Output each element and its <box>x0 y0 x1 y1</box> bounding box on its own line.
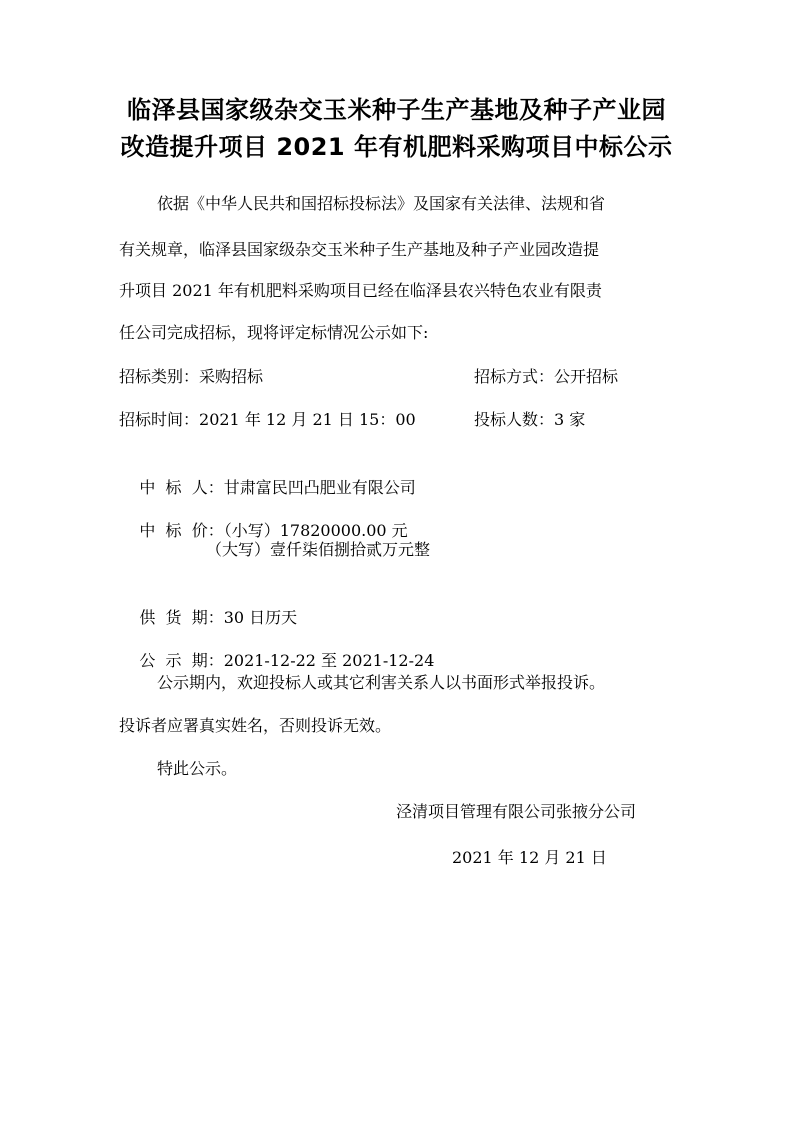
field-category-value: 采购招标 <box>199 367 264 386</box>
field-notice-label: 公 示 期： <box>139 651 224 670</box>
field-method <box>474 365 618 389</box>
intro-line-1: 依据《中华人民共和国招标投标法》及国家有关法律、法规和省 <box>157 194 606 213</box>
signature-org: 泾清项目管理有限公司张掖分公司 <box>396 802 637 821</box>
field-bidders-label: 投标人数： <box>474 410 555 429</box>
signature-date: 2021 年 12 月 21 日 <box>452 848 607 867</box>
complaint-line-2: 投诉者应署真实姓名，否则投诉无效。 <box>119 716 392 735</box>
field-winner-label: 中 标 人： <box>139 478 224 497</box>
field-bidders <box>474 408 585 432</box>
field-bidders-value: 3 家 <box>554 410 586 429</box>
field-time-value: 2021 年 12 月 21 日 15：00 <box>199 410 416 429</box>
field-supply-value: 30 日历天 <box>223 608 298 627</box>
intro-line-2: 有关规章，临泽县国家级杂交玉米种子生产基地及种子产业园改造提 <box>119 240 600 259</box>
closing-text: 特此公示。 <box>157 759 238 778</box>
intro-line-3: 升项目 2021 年有机肥料采购项目已经在临泽县农兴特色农业有限责 <box>119 281 602 300</box>
intro-line-4: 任公司完成招标，现将评定标情况公示如下: <box>119 323 429 342</box>
field-price-big: （大写）壹仟柒佰捌拾贰万元整 <box>206 540 431 559</box>
field-time <box>119 408 416 432</box>
complaint-line-1: 公示期内，欢迎投标人或其它利害关系人以书面形式举报投诉。 <box>157 673 606 692</box>
document-title-line1: 临泽县国家级杂交玉米种子生产基地及种子产业园 <box>127 96 666 124</box>
field-method-label: 招标方式： <box>474 367 555 386</box>
field-category <box>119 365 263 389</box>
field-method-value: 公开招标 <box>554 367 619 386</box>
field-category-label: 招标类别： <box>119 367 200 386</box>
field-supply-label: 供 货 期： <box>139 608 224 627</box>
field-notice-value: 2021-12-22 至 2021-12-24 <box>223 651 435 670</box>
field-price-label: 中 标 价： <box>139 521 224 540</box>
field-time-label: 招标时间： <box>119 410 200 429</box>
field-price-small: （小写）17820000.00 元 <box>223 521 408 540</box>
document-title-line2: 改造提升项目 2021 年有机肥料采购项目中标公示 <box>120 133 673 161</box>
field-winner-value: 甘肃富民凹凸肥业有限公司 <box>223 478 416 497</box>
